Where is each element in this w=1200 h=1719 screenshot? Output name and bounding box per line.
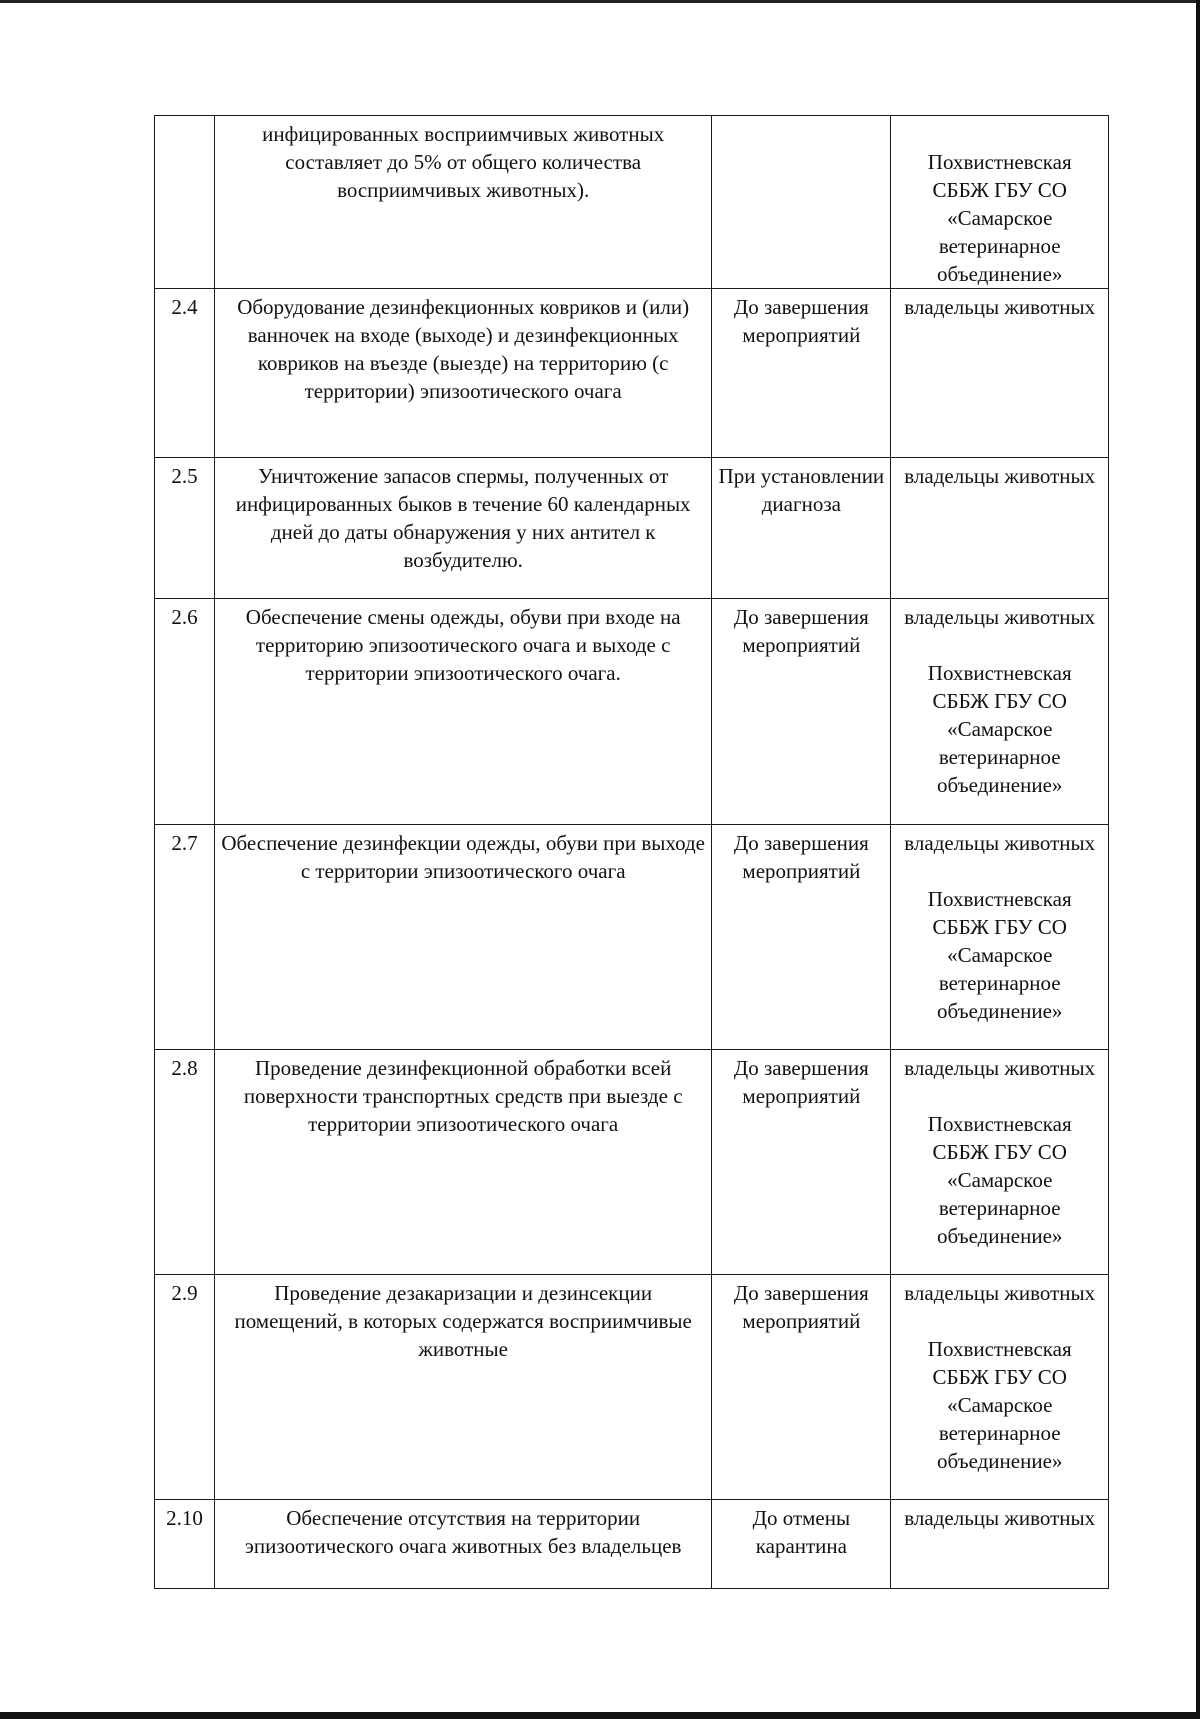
row-description: инфицированных восприимчивых животных составляет до 5% от общего количества восприимчивых животных).: [215, 116, 712, 289]
responsible-primary: владельцы животных: [904, 295, 1096, 319]
row-number: 2.10: [155, 1500, 215, 1589]
row-deadline: До отмены карантина: [712, 1500, 891, 1589]
row-number: 2.8: [155, 1050, 215, 1275]
row-deadline: До завершения мероприятий: [712, 289, 891, 458]
scan-edge-right: [1196, 0, 1200, 1719]
measures-table: [154, 115, 1109, 1589]
row-responsible: [891, 116, 1109, 289]
row-responsible: [891, 599, 1109, 825]
row-description: Уничтожение запасов спермы, полученных от инфицированных быков в течение 60 календарных дней до даты обнаружения у них антител к возбудителю.: [215, 458, 712, 599]
table-row: [155, 1050, 1109, 1275]
responsible-primary: владельцы животных: [904, 1506, 1096, 1530]
row-deadline: При установлении диагноза: [712, 458, 891, 599]
responsible-secondary: Похвистневская СББЖ ГБУ СО «Самарское ветеринарное объединение»: [927, 887, 1072, 1023]
table-row: [155, 1275, 1109, 1500]
row-deadline: До завершения мероприятий: [712, 1050, 891, 1275]
row-responsible: [891, 825, 1109, 1050]
spacer: [897, 1307, 1102, 1335]
row-description: Проведение дезакаризации и дезинсекции помещений, в которых содержатся восприимчивые животные: [215, 1275, 712, 1500]
row-deadline: До завершения мероприятий: [712, 825, 891, 1050]
row-number: 2.9: [155, 1275, 215, 1500]
row-description: Обеспечение отсутствия на территории эпизоотического очага животных без владельцев: [215, 1500, 712, 1589]
table-row: [155, 825, 1109, 1050]
spacer: [897, 1082, 1102, 1110]
scan-edge-top: [0, 0, 1200, 3]
row-deadline: До завершения мероприятий: [712, 1275, 891, 1500]
spacer: [897, 631, 1102, 659]
responsible-secondary: Похвистневская СББЖ ГБУ СО «Самарское ветеринарное объединение»: [927, 661, 1072, 797]
table-row: [155, 1500, 1109, 1589]
table-row: [155, 289, 1109, 458]
spacer: [897, 120, 1102, 148]
table-row: [155, 458, 1109, 599]
scan-edge-bottom: [0, 1712, 1200, 1719]
responsible-primary: владельцы животных: [904, 1281, 1096, 1305]
spacer: [897, 857, 1102, 885]
row-deadline: До завершения мероприятий: [712, 599, 891, 825]
row-number: [155, 116, 215, 289]
row-deadline: [712, 116, 891, 289]
row-responsible: [891, 458, 1109, 599]
row-responsible: [891, 1275, 1109, 1500]
responsible-primary: владельцы животных: [904, 1056, 1096, 1080]
responsible-primary: владельцы животных: [904, 831, 1096, 855]
row-description: Обеспечение смены одежды, обуви при входе на территорию эпизоотического очага и выходе с территории эпизоотического очага.: [215, 599, 712, 825]
row-description: Оборудование дезинфекционных ковриков и (или) ванночек на входе (выходе) и дезинфекционных ковриков на въезде (выезде) на территорию (с территории) эпизоотического очага: [215, 289, 712, 458]
row-responsible: [891, 1050, 1109, 1275]
responsible-secondary: Похвистневская СББЖ ГБУ СО «Самарское ветеринарное объединение»: [927, 1112, 1072, 1248]
responsible-primary: владельцы животных: [904, 464, 1096, 488]
table-row: [155, 599, 1109, 825]
responsible-secondary: Похвистневская СББЖ ГБУ СО «Самарское ветеринарное объединение»: [927, 1337, 1072, 1473]
row-description: Проведение дезинфекционной обработки всей поверхности транспортных средств при выезде с территории эпизоотического очага: [215, 1050, 712, 1275]
responsible-primary: владельцы животных: [904, 605, 1096, 629]
row-number: 2.4: [155, 289, 215, 458]
row-number: 2.6: [155, 599, 215, 825]
row-responsible: [891, 289, 1109, 458]
row-number: 2.5: [155, 458, 215, 599]
row-responsible: [891, 1500, 1109, 1589]
table-row: [155, 116, 1109, 289]
responsible-secondary: Похвистневская СББЖ ГБУ СО «Самарское ветеринарное объединение»: [927, 150, 1072, 286]
row-description: Обеспечение дезинфекции одежды, обуви при выходе с территории эпизоотического очага: [215, 825, 712, 1050]
row-number: 2.7: [155, 825, 215, 1050]
